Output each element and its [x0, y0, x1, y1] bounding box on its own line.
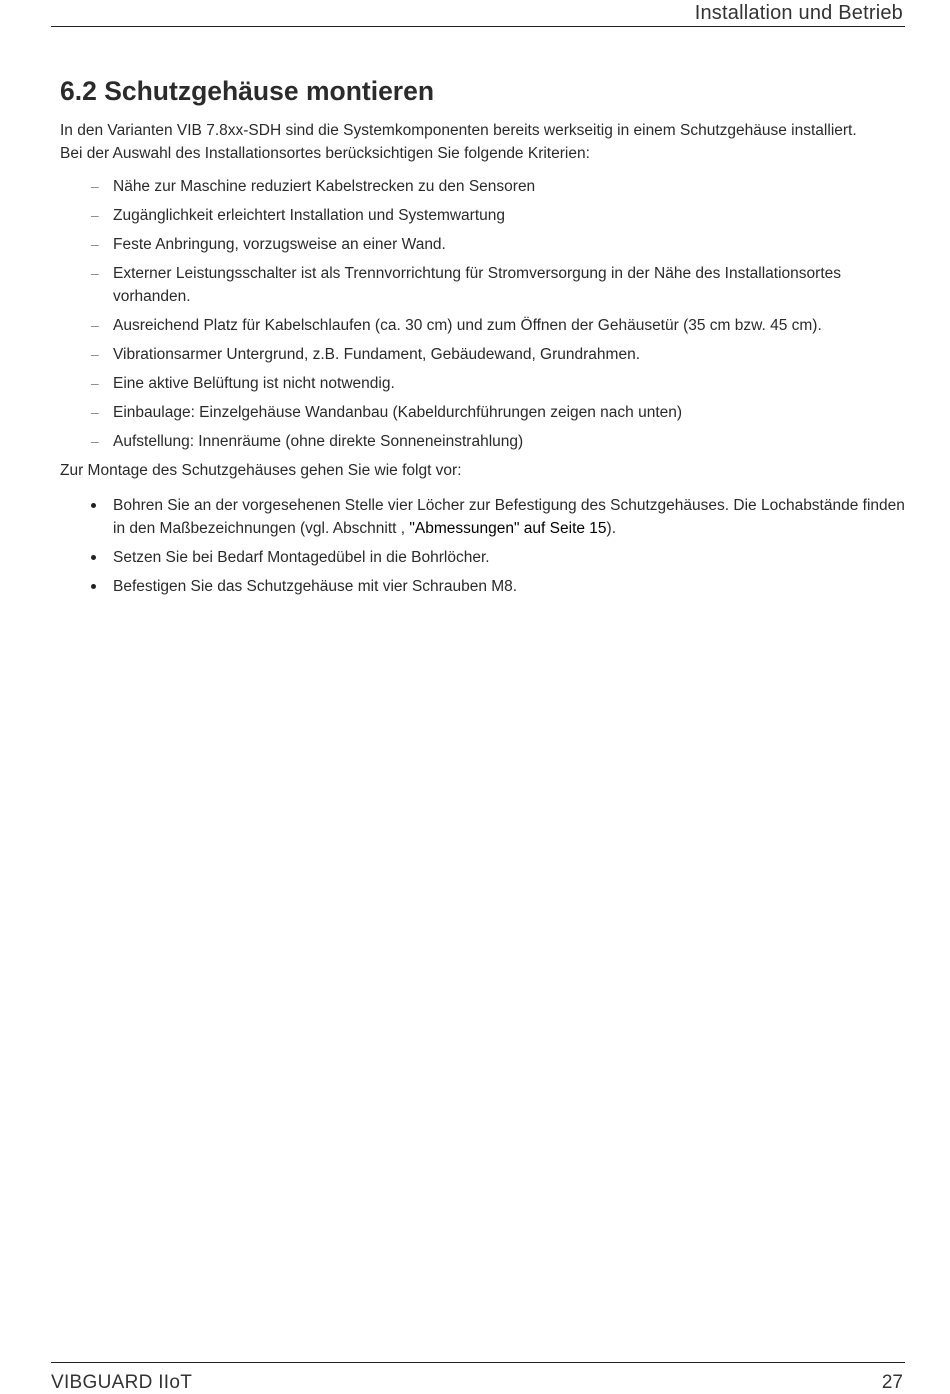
criteria-item [60, 204, 905, 227]
page-content [60, 74, 905, 604]
criteria-item [60, 175, 905, 198]
dash-marker: – [91, 207, 99, 223]
footer-divider [51, 1362, 905, 1363]
bullet-marker [91, 555, 96, 560]
intro-paragraph [60, 119, 905, 165]
step-item [60, 546, 905, 569]
criteria-item [60, 262, 905, 308]
step-2-text: Setzen Sie bei Bedarf Montagedübel in die Bohrlöcher. [113, 549, 490, 566]
criteria-text: Externer Leistungsschalter ist als Trennvorrichtung für Stromversorgung in der Nähe des Installationsortes vorhanden. [113, 265, 841, 305]
steps-list [60, 494, 905, 598]
criteria-list [60, 175, 905, 453]
criteria-item [60, 233, 905, 256]
steps-intro: Zur Montage des Schutzgehäuses gehen Sie wie folgt vor: [60, 462, 462, 479]
dash-marker: – [91, 404, 99, 420]
intro-line-1: In den Varianten VIB 7.8xx-SDH sind die Systemkomponenten bereits werkseitig in einem Schutzgehäuse installiert. [60, 122, 857, 139]
intro-line-2: Bei der Auswahl des Installationsortes berücksichtigen Sie folgende Kriterien: [60, 145, 590, 162]
criteria-item [60, 372, 905, 395]
criteria-item [60, 343, 905, 366]
criteria-text: Nähe zur Maschine reduziert Kabelstrecken zu den Sensoren [113, 178, 536, 195]
page-number: 27 [881, 1372, 903, 1393]
section-title: 6.2 Schutzgehäuse montieren [60, 76, 435, 106]
footer-product-name: VIBGUARD IIoT [51, 1372, 193, 1393]
cross-reference-link[interactable]: "Abmessungen" auf Seite 15 [409, 520, 607, 537]
bullet-marker [91, 503, 96, 508]
running-header-title: Installation und Betrieb [694, 2, 903, 24]
dash-marker: – [91, 236, 99, 252]
criteria-text: Ausreichend Platz für Kabelschlaufen (ca. 30 cm) und zum Öffnen der Gehäusetür (35 cm bzw. 45 cm). [113, 317, 822, 334]
bullet-marker [91, 584, 96, 589]
header-divider [51, 26, 905, 27]
dash-marker: – [91, 178, 99, 194]
criteria-text: Zugänglichkeit erleichtert Installation und Systemwartung [113, 207, 506, 224]
criteria-item [60, 401, 905, 424]
dash-marker: – [91, 265, 99, 281]
criteria-text: Vibrationsarmer Untergrund, z.B. Fundament, Gebäudewand, Grundrahmen. [113, 346, 640, 363]
dash-marker: – [91, 375, 99, 391]
dash-marker: – [91, 346, 99, 362]
criteria-text: Aufstellung: Innenräume (ohne direkte Sonneneinstrahlung) [113, 433, 524, 450]
step-1-end: ). [606, 520, 617, 537]
criteria-item [60, 314, 905, 337]
criteria-text: Eine aktive Belüftung ist nicht notwendig. [113, 375, 395, 392]
criteria-item [60, 430, 905, 453]
step-item [60, 575, 905, 598]
dash-marker: – [91, 317, 99, 333]
criteria-text: Feste Anbringung, vorzugsweise an einer Wand. [113, 236, 446, 253]
step-item [60, 494, 905, 540]
step-1-text: Bohren Sie an der vorgesehenen Stelle vier Löcher zur Befestigung des Schutzgehäuses. Die Lochabstände finden in den Maßbezeichnungen (vgl. Abschnitt , [113, 497, 905, 537]
criteria-text: Einbaulage: Einzelgehäuse Wandanbau (Kabeldurchführungen zeigen nach unten) [113, 404, 683, 421]
step-3-text: Befestigen Sie das Schutzgehäuse mit vier Schrauben M8. [113, 578, 518, 595]
dash-marker: – [91, 433, 99, 449]
